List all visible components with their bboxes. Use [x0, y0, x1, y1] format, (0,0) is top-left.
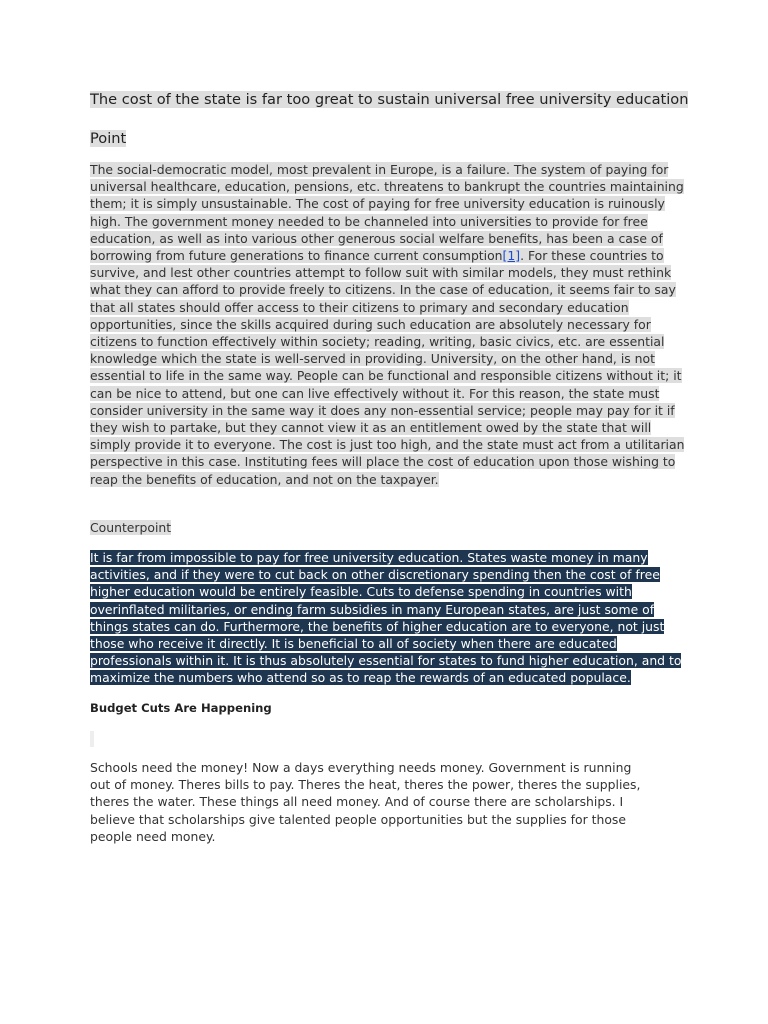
- counterpoint-heading: [90, 519, 171, 536]
- footnote-link[interactable]: [1]: [502, 248, 521, 264]
- budget-paragraph: Schools need the money! Now a days everything needs money. Government is running out of money. Theres bills to pay. Theres the heat, theres the power, theres the supplies, theres the water. These things all need money. And of course there are scholarships. I believe that scholarships give talented people opportunities but the supplies for those people need money.: [90, 760, 641, 844]
- document-title-text: The cost of the state is far too great to sustain universal free university education: [90, 91, 689, 108]
- point-text-part2: . For these countries to survive, and lest other countries attempt to follow suit with similar models, they must rethink what they can afford to provide freely to citizens. In the case of education, it seems fair to say that all states should offer access to their citizens to primary and secondary education opportunities, since the skills acquired during such education are absolutely necessary for citizens to function effectively within society; reading, writing, basic civics, etc. are essential knowledge which the state is well-served in providing. University, on the other hand, is not essential to life in the same way. People can be functional and responsible citizens without it; it can be nice to attend, but one can live effectively without it. For this reason, the state must consider university in the same way it does any non-essential service; people may pay for it if they wish to partake, but they cannot view it as an entitlement owed by the state that will simply provide it to everyone. The cost is just too high, and the state must act from a utilitarian perspective in this case. Instituting fees will place the cost of education upon those wishing to reap the benefits of education, and not on the taxpayer.: [90, 248, 685, 487]
- counterpoint-heading-text: Counterpoint: [90, 520, 172, 535]
- point-text-part1: The social-democratic model, most prevalent in Europe, is a failure. The system of paying for universal healthcare, education, pensions, etc. threatens to bankrupt the countries maintaining them; it is simply unsustainable. The cost of paying for free university education is ruinously high. The government money needed to be channeled into universities to provide for free education, as well as into various other generous social welfare benefits, has been a case of borrowing from future generations to finance current consumption: [90, 162, 684, 264]
- text-cursor[interactable]: [90, 731, 94, 747]
- point-heading: [90, 129, 126, 149]
- budget-heading: Budget Cuts Are Happening: [90, 701, 272, 715]
- document-title: [90, 90, 710, 110]
- point-paragraph: [90, 161, 690, 488]
- counterpoint-paragraph[interactable]: [90, 549, 690, 687]
- counterpoint-text-selected: It is far from impossible to pay for free university education. States waste money in many activities, and if they were to cut back on other discretionary spending then the cost of free higher education would be entirely feasible. Cuts to defense spending in countries with overinflated militaries, or ending farm subsidies in many European states, are just some of things states can do. Furthermore, the benefits of higher education are to everyone, not just those who receive it directly. It is beneficial to all of society when there are educated professionals within it. It is thus absolutely essential for states to fund higher education, and to maximize the numbers who attend so as to reap the rewards of an educated populace.: [90, 550, 682, 686]
- point-heading-text: Point: [90, 130, 127, 147]
